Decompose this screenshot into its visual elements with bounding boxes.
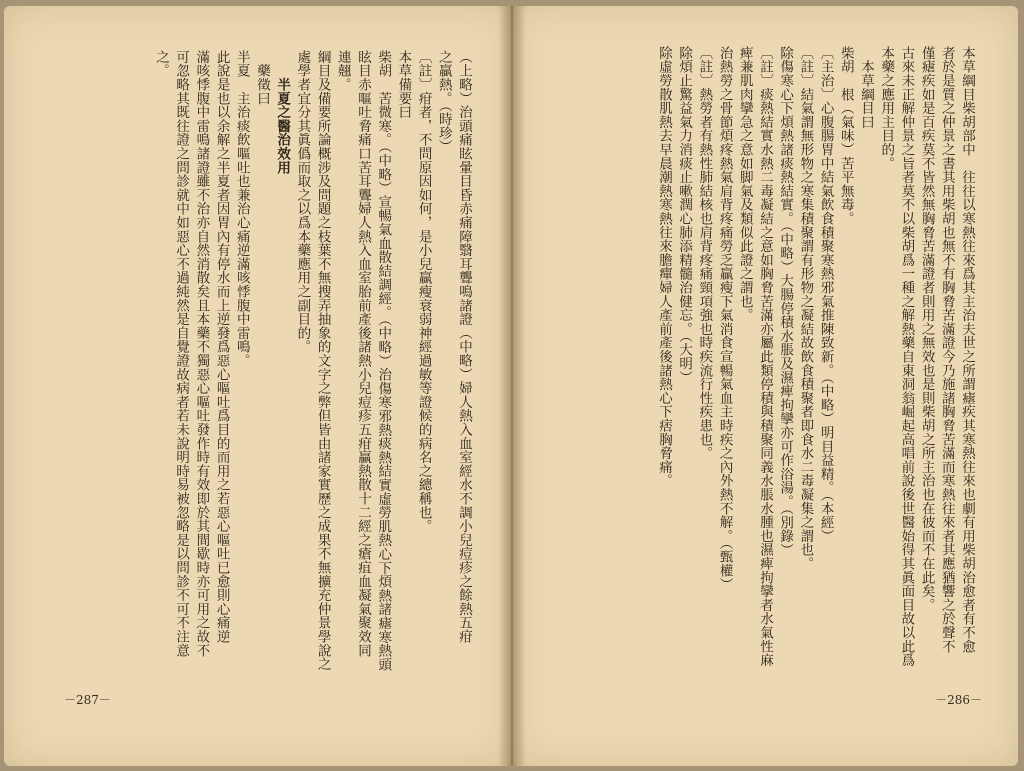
text-line: 除虛勞散肌熱去早晨潮熱寒熱往來膽癉婦人產前產後諸熱心下痞胸脅痛。 (655, 46, 672, 488)
section-heading: 半夏之醫治效用 (274, 50, 291, 175)
text-line: 之贏熱。（時珍） (435, 50, 452, 154)
text-line: 痺兼肌肉攣急之意如脚氣及類似此證之謂也。 (736, 46, 753, 322)
text-line: 〔註〕結氣謂無形物之寒集積聚謂有形物之凝結故飲食積聚者即食水二毒凝集之謂也。 (797, 46, 814, 571)
text-line: 治熱勞之骨節煩疼熱氣肩背疼痛勞乏贏瘦下氣消食宣暢氣血主時疾之內外熱不解。（甄權） (716, 46, 733, 592)
text-line: 〔註〕疳者，不問原因如何，是小兒贏瘦衰弱神經過敏等證候的病名之總稱也。 (415, 50, 432, 533)
text-line: 者於是質之仲景之書其用柴胡也無不有胸脅苦滿證今乃施諸胸脅苦滿而寒熱往來者其應猶響之於聲不 (938, 46, 955, 654)
left-page-text (54, 50, 474, 690)
text-line: 連翹。 (334, 50, 351, 92)
text-line: 可忽略其既往證之問診就中如惡心不過純然是自覺證故病者若未說明時易被忽略是以問診不可不注意 (173, 50, 190, 658)
text-line: 除煩止驚益氣力消痰止嗽潤心肺添精髓治健忘。（大明） (676, 46, 693, 385)
text-line: 僅瘧疾如是百疾莫不皆然無胸脅苦滿證者則用之無效也是則柴胡之所主治也在彼而不在此矣。 (918, 46, 935, 612)
text-line: 古來未正解仲景之旨者莫不以柴胡爲一種之解熱藥自東洞翁崛起高唱前說後世醫始得其眞面目故以此爲 (898, 46, 915, 667)
text-line: 綱目及備要所論概涉及問題之枝葉不無搜弄抽象的文字之弊但皆由諸家實歷之成果不無擴充仲景學說之 (314, 50, 331, 671)
text-line: 柴胡 根（氣味）苦平無毒。 (837, 46, 854, 226)
text-line: 藥徵曰 (253, 50, 270, 106)
text-line: 半夏 主治痰飲嘔吐也兼治心痛逆滿咳悸腹中雷鳴。 (233, 50, 250, 368)
text-line: 除傷寒心下煩熱諸痰熱結實。（中略）大腸停積水脹及濕痺拘攣亦可作浴湯。（別錄） (777, 46, 794, 557)
text-line: 柴胡 苦微寒。（中略）宣暢氣血散結調經。（中略）治傷寒邪熱痰熱結實虛勞肌熱心下煩熱諸瘧寒熱頭 (375, 50, 392, 672)
text-line: 〔主治〕心腹腸胃中結氣飲食積聚寒熱邪氣推陳致新。（中略）明目益精。（本經） (817, 46, 834, 544)
left-page (4, 6, 512, 766)
right-page (512, 6, 1018, 766)
text-line: 此說是也以余解之半夏者因胃內有停水而上逆發爲惡心嘔吐爲目的而用之若惡心嘔吐已愈則心痛逆 (213, 50, 230, 644)
left-page-number: －287－ (64, 693, 111, 707)
text-line: 〔註〕痰熱結實水熱二毒凝結之意如胸脅苦滿亦屬此類停積與積聚同義水脹水腫也濕痺拘攣者水氣性麻 (756, 46, 773, 667)
right-page-text (537, 46, 977, 686)
text-line: 本藥之應用主目的。 (878, 46, 895, 171)
text-line: 滿咳悸腹中雷鳴諸證雖不治亦自然消散矣且本藥不獨惡心嘔吐發作時有效即於其間歇時亦可用之故不 (193, 50, 210, 658)
right-page-number: －286－ (935, 693, 982, 707)
text-line: 處學者宜分其眞僞而取之以爲本藥應用之副目的。 (294, 50, 311, 354)
text-line: 之。 (152, 50, 169, 78)
text-line: 本草綱目柴胡部中 往往以寒熱往來爲其主治夫世之所謂瘧疾其寒熱往來也劇有用柴胡治愈者有不愈 (959, 46, 975, 654)
text-line: 本草備要曰 (395, 50, 412, 119)
text-line: 本草綱目曰 (857, 46, 874, 129)
text-line: 眩目赤嘔吐脅痛口苦耳聾婦人熱入血室胎前產後諸熱小兒痘疹五疳贏熱散十二經之瘡疽血凝氣聚效同 (354, 50, 371, 658)
text-line: 〔註〕熱勞者有熱性肺結核也肩背疼痛頸項強也時疾流行性疾患也。 (696, 46, 713, 460)
text-line: （上略）治頭痛眩暈目昏赤痛障翳耳聾鳴諸證（中略）婦人熱入血室經水不調小兒痘疹之餘熱五疳 (456, 50, 472, 644)
